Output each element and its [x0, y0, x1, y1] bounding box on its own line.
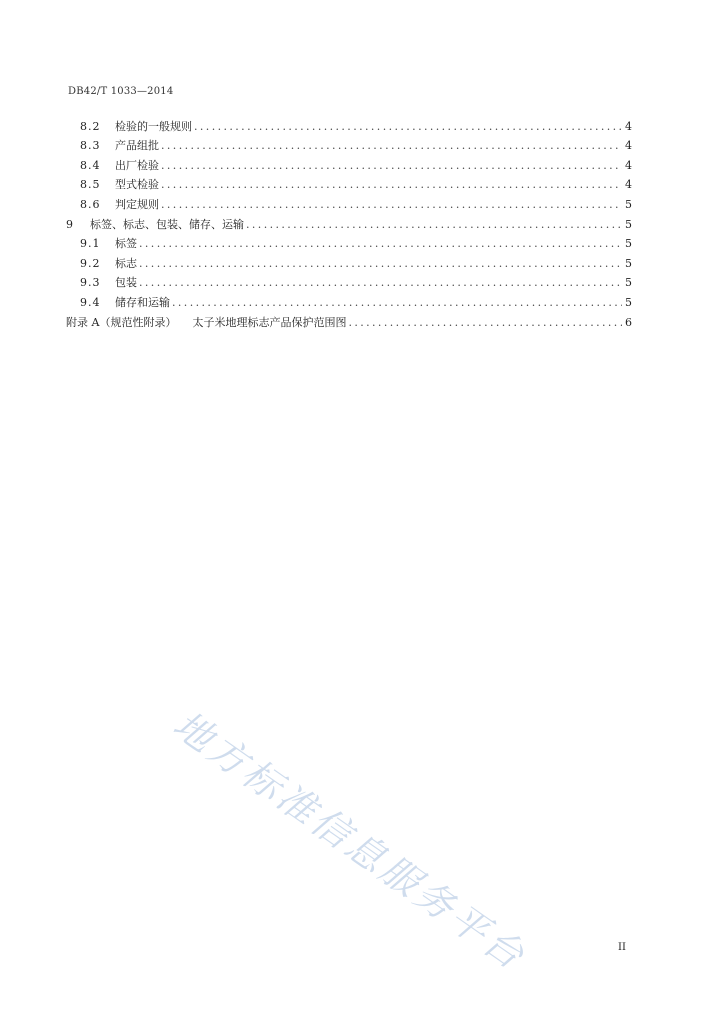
toc-entry-page: 4 — [625, 120, 632, 133]
toc-entry-title: 标签 — [115, 237, 137, 251]
toc-entry-number: 9 — [66, 217, 74, 231]
toc-entry-number: 9.3 — [80, 276, 101, 290]
toc-entry[interactable] — [66, 176, 632, 195]
toc-entry-page: 5 — [625, 217, 632, 231]
toc-entry-number: 8.2 — [80, 120, 101, 133]
toc-entry-page: 4 — [625, 158, 632, 172]
toc-entry-title: 检验的一般规则 — [115, 120, 192, 133]
toc-leader-dots — [161, 178, 622, 191]
toc-entry-page: 5 — [625, 197, 632, 211]
toc-leader-dots — [172, 296, 622, 309]
toc-entry-page: 5 — [625, 256, 632, 270]
toc-entry-page: 4 — [625, 178, 632, 192]
toc-entry-page: 4 — [625, 139, 632, 153]
toc-entry-title: 标志 — [115, 256, 137, 270]
toc-entry-number: 8.5 — [80, 178, 101, 192]
toc-entry-title: 判定规则 — [115, 197, 159, 211]
toc-entry[interactable] — [66, 157, 632, 176]
toc-entry[interactable] — [66, 274, 632, 293]
toc-entry-title: 标签、标志、包装、储存、运输 — [90, 217, 244, 231]
toc-entry-page: 5 — [625, 237, 632, 251]
toc-entry-number: 8.4 — [80, 158, 101, 172]
toc-entry-page: 5 — [625, 295, 632, 309]
toc-entry-title: 产品组批 — [115, 139, 159, 153]
toc-entry-number: 9.1 — [80, 237, 101, 251]
toc-entry[interactable] — [66, 216, 632, 235]
toc-entry-title: 太子米地理标志产品保护范围图 — [192, 315, 347, 329]
toc-leader-dots — [246, 218, 622, 231]
toc-entry[interactable] — [66, 235, 632, 254]
toc-entry-number: 9.4 — [80, 295, 101, 309]
toc-leader-dots — [161, 198, 622, 211]
toc-entry-title: 储存和运输 — [115, 295, 170, 309]
toc-entry[interactable] — [66, 137, 632, 156]
toc-entry-page: 5 — [625, 276, 632, 290]
page-number: II — [618, 942, 626, 953]
toc-leader-dots — [139, 276, 622, 289]
toc-entry-annex[interactable] — [66, 314, 632, 333]
toc-entry-number: 9.2 — [80, 256, 101, 270]
toc-leader-dots — [348, 316, 622, 329]
watermark: 地方标准信息服务平台 — [165, 702, 535, 980]
toc-entry-number: 8.3 — [80, 139, 101, 153]
toc-leader-dots — [161, 139, 622, 152]
toc-entry[interactable] — [66, 196, 632, 215]
document-code: DB42/T 1033—2014 — [68, 86, 174, 97]
toc-entry-page: 6 — [625, 315, 632, 329]
toc-leader-dots — [139, 257, 622, 270]
toc-entry-title: 型式检验 — [115, 178, 159, 192]
toc-entry-number: 附录 A（规范性附录） — [66, 315, 177, 329]
toc-leader-dots — [139, 237, 622, 250]
toc-leader-dots — [194, 120, 622, 133]
table-of-contents — [66, 118, 632, 333]
toc-entry-number: 8.6 — [80, 197, 101, 211]
toc-leader-dots — [161, 159, 622, 172]
toc-entry-title: 包装 — [115, 276, 137, 290]
toc-entry[interactable] — [66, 118, 632, 137]
toc-entry-title: 出厂检验 — [115, 158, 159, 172]
toc-entry[interactable] — [66, 294, 632, 313]
toc-entry[interactable] — [66, 255, 632, 274]
